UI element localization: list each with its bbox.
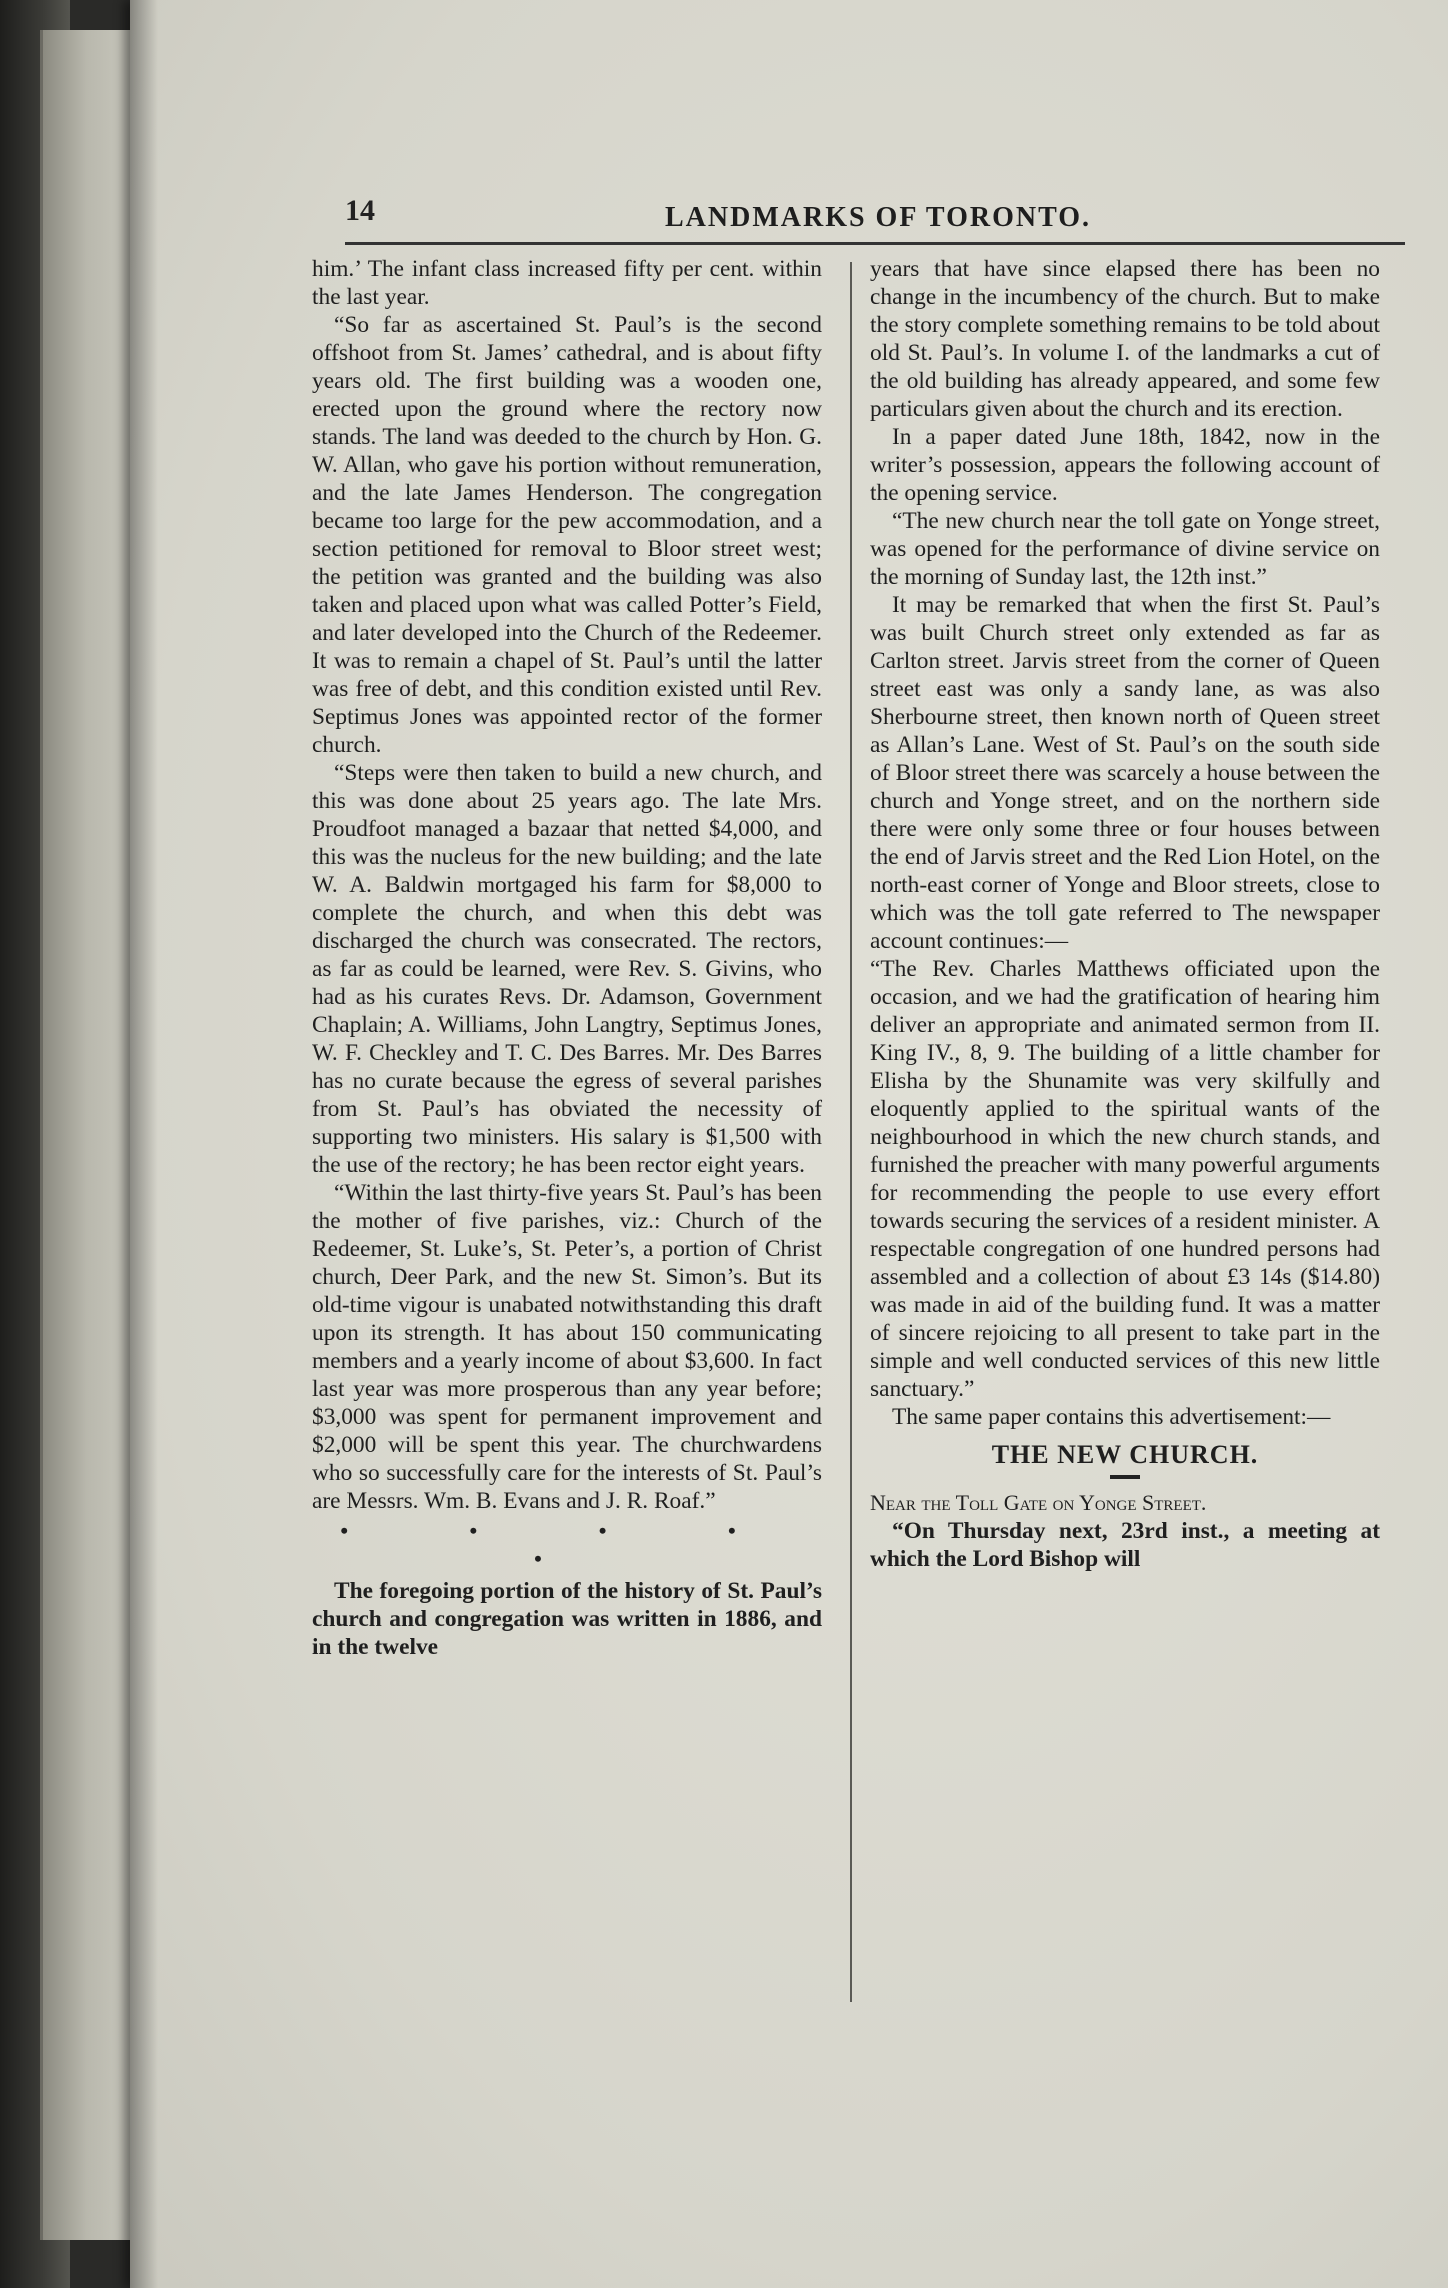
paragraph: The foregoing portion of the history of St. Paul’s church and congregation was written in 1886, and in the twelve bbox=[312, 1578, 822, 1660]
paragraph: In a paper dated June 18th, 1842, now in the writer’s possession, appears the following account of the opening service. bbox=[870, 424, 1380, 506]
left-column bbox=[312, 255, 822, 1661]
advertisement-title: THE NEW CHURCH. bbox=[991, 1440, 1259, 1469]
paragraph: “Steps were then taken to build a new church, and this was done about 25 years ago. The late Mrs. Proudfoot managed a bazaar that netted $4,000, and this was the nucleus for the new building; and the late W. A. Baldwin mortgaged his farm for $8,000 to complete the church, and when this debt was discharged the church was consecrated. The rectors, as far as could be learned, were Rev. S. Givins, who had as his curates Revs. Dr. Adamson, Government Chaplain; A. Williams, John Langtry, Septimus Jones, W. F. Checkley and T. C. Des Barres. Mr. Des Barres has no curate because the egress of several parishes from St. Paul’s has obviated the necessity of supporting two ministers. His salary is $1,500 with the use of the rectory; he has been rector eight years. bbox=[312, 760, 822, 1178]
running-title: LANDMARKS OF TORONTO. bbox=[665, 202, 1092, 233]
paragraph: “So far as ascertained St. Paul’s is the second offshoot from St. James’ cathedral, and is about fifty years old. The first building was a wooden one, erected upon the ground where the rectory now stands. The land was deeded to the church by Hon. G. W. Allan, who gave his portion without remuneration, and the late James Henderson. The congregation became too large for the pew accommodation, and a section petitioned for removal to Bloor street west; the petition was granted and the building was also taken and placed upon what was called Potter’s Field, and later developed into the Church of the Redeemer. It was to remain a chapel of St. Paul’s until the latter was free of debt, and this condition existed until Rev. Septimus Jones was appointed rector of the former church. bbox=[312, 312, 822, 758]
paragraph: “Within the last thirty-five years St. Paul’s has been the mother of five parishes, viz.: Church of the Redeemer, St. Luke’s, St. Peter’s, a portion of Christ church, Deer Park, and the new St. Simon’s. But its old-time vigour is unabated notwithstanding this draft upon its strength. It has about 150 communicating members and a yearly income of about $3,600. In fact last year was more prosperous than any year before; $3,000 was spent for permanent improvement and $2,000 will be spent this year. The churchwardens who so successfully care for the interests of St. Paul’s are Messrs. Wm. B. Evans and J. R. Roaf.” bbox=[312, 1180, 822, 1514]
section-break-stars: • • • • • bbox=[340, 1518, 794, 1571]
header-rule bbox=[345, 242, 1405, 245]
paragraph: “The new church near the toll gate on Yonge street, was opened for the performance of divine service on the morning of Sunday last, the 12th inst.” bbox=[870, 508, 1380, 590]
paragraph: years that have since elapsed there has been no change in the incumbency of the church. But to make the story complete something remains to be told about old St. Paul’s. In volume I. of the landmarks a cut of the old building has already appeared, and some few particulars given about the church and its erection. bbox=[870, 256, 1380, 422]
paragraph: The same paper contains this advertisement:— bbox=[892, 1404, 1331, 1430]
advertisement-subtitle: Near the Toll Gate on Yonge Street. bbox=[870, 1490, 1207, 1515]
paragraph: him.’ The infant class increased fifty per cent. within the last year. bbox=[312, 256, 822, 310]
paragraph: It may be remarked that when the first St. Paul’s was built Church street only extended as far as Carlton street. Jarvis street from the corner of Queen street east was only a sandy lane, as was also Sherbourne street, then known north of Queen street as Allan’s Lane. West of St. Paul’s on the south side of Bloor street there was scarcely a house between the church and Yonge street, and on the northern side there were only some three or four houses between the end of Jarvis street and the Red Lion Hotel, on the north-east corner of Yonge and Bloor streets, close to which was the toll gate referred to The newspaper account continues:— bbox=[870, 592, 1380, 954]
paragraph: “On Thursday next, 23rd inst., a meeting at which the Lord Bishop will bbox=[870, 1518, 1380, 1572]
advertisement-dash bbox=[1110, 1475, 1140, 1479]
gutter-shadow bbox=[130, 0, 158, 2288]
right-column bbox=[870, 255, 1380, 1573]
running-head bbox=[345, 190, 1405, 240]
column-divider bbox=[850, 262, 852, 2002]
paragraph: “The Rev. Charles Matthews officiated upon the occasion, and we had the gratification of hearing him deliver an appropriate and animated sermon from II. King IV., 8, 9. The building of a little chamber for Elisha by the Shunamite was very skilfully and eloquently applied to the spiritual wants of the neighbourhood in which the new church stands, and furnished the preacher with many powerful arguments for recommending the people to use every effort towards securing the services of a resident minister. A respectable congregation of one hundred persons had assembled and a collection of about £3 14s ($14.80) was made in aid of the building fund. It was a matter of sincere rejoicing to all present to take part in the simple and well conducted services of this new little sanctuary.” bbox=[870, 956, 1380, 1402]
page-number: 14 bbox=[345, 194, 375, 227]
